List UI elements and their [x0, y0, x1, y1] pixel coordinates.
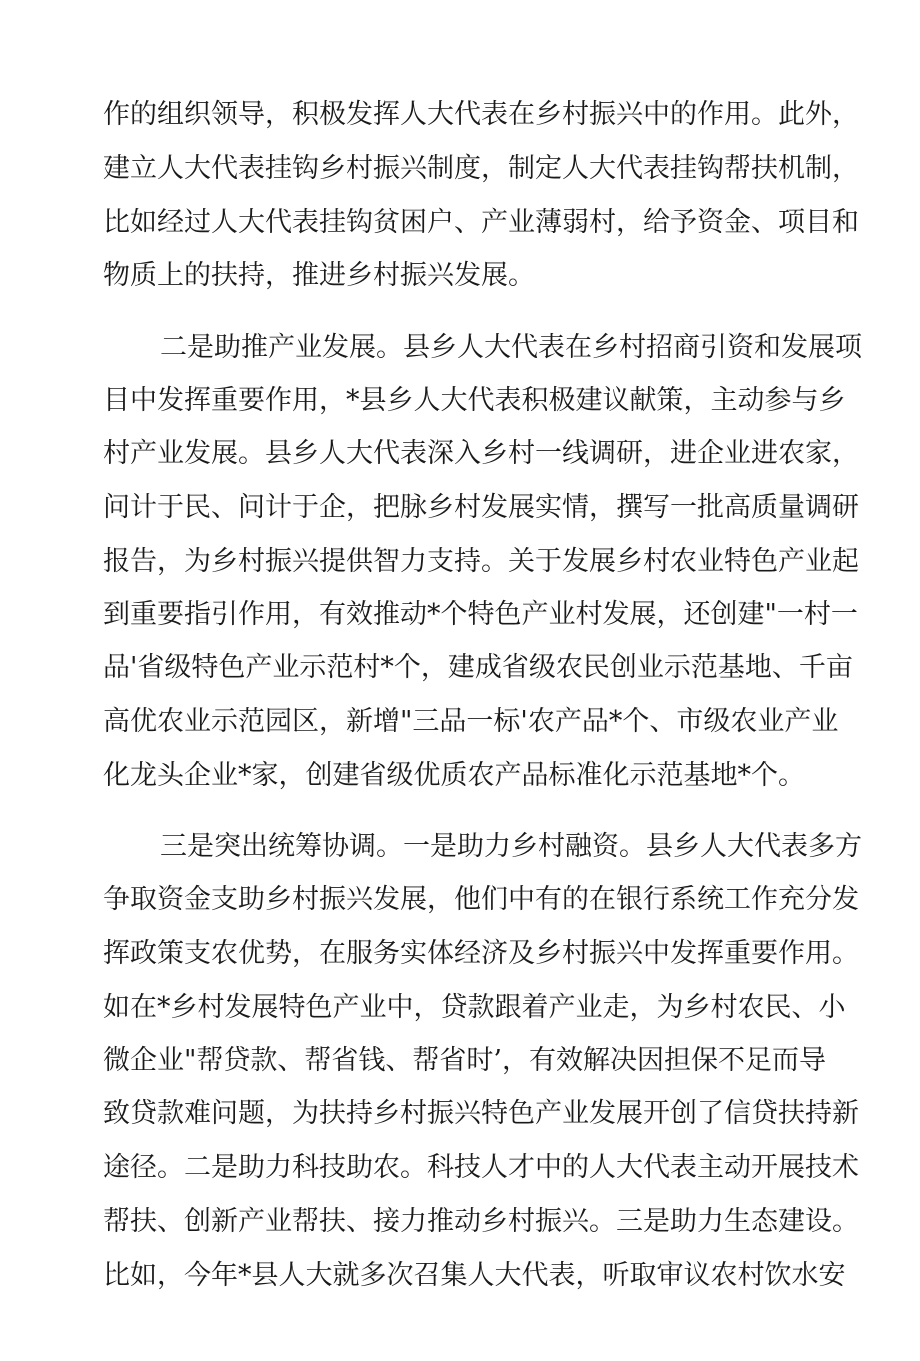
text-line: [0, 647, 920, 689]
text-line-content: 村产业发展。县乡人大代表深入乡村一线调研，进企业进农家，: [103, 438, 859, 469]
text-line-content: 帮扶、创新产业帮扶、接力推动乡村振兴。三是助力生态建设。: [103, 1206, 859, 1237]
text-line: [0, 1147, 920, 1189]
text-line-content: 途径。二是助力科技助农。科技人才中的人大代表主动开展技术: [103, 1152, 859, 1183]
text-line: [0, 755, 920, 797]
paragraph-start-line: [0, 327, 920, 369]
text-line-content: 致贷款难问题，为扶持乡村振兴特色产业发展开创了信贷扶持新: [103, 1098, 859, 1129]
text-line: [0, 1093, 920, 1135]
text-line: [0, 1040, 920, 1082]
text-line: [0, 202, 920, 244]
text-line-content: 问计于民、问计于企，把脉乡村发展实情，撰写一批高质量调研: [103, 492, 859, 523]
text-line-content: 品'省级特色产业示范村*个，建成省级农民创业示范基地、千亩: [103, 652, 853, 683]
text-line-content: 三是突出统筹协调。一是助力乡村融资。县乡人大代表多方: [160, 831, 862, 862]
text-line: [0, 1255, 920, 1297]
text-line: [0, 933, 920, 975]
text-line-content: 争取资金支助乡村振兴发展，他们中有的在银行系统工作充分发: [103, 884, 859, 915]
text-line-content: 物质上的扶持，推进乡村振兴发展。: [103, 260, 535, 291]
text-line: [0, 987, 920, 1029]
text-line-content: 建立人大代表挂钩乡村振兴制度，制定人大代表挂钩帮扶机制，: [103, 153, 859, 184]
paragraph-start-line: [0, 826, 920, 868]
text-line-content: 报告，为乡村振兴提供智力支持。关于发展乡村农业特色产业起: [103, 546, 859, 577]
text-line: [0, 541, 920, 583]
text-line: [0, 433, 920, 475]
text-line-content: 作的组织领导，积极发挥人大代表在乡村振兴中的作用。此外，: [103, 99, 859, 130]
text-line-content: 如在*乡村发展特色产业中，贷款跟着产业走，为乡村农民、小: [103, 992, 846, 1023]
text-line: [0, 380, 920, 422]
text-line-content: 高优农业示范园区，新增"三品一标'农产品*个、市级农业产业: [103, 706, 839, 737]
text-line: [0, 94, 920, 136]
text-line-content: 二是助推产业发展。县乡人大代表在乡村招商引资和发展项: [160, 332, 862, 363]
text-line: [0, 701, 920, 743]
text-line-content: 微企业"帮贷款、帮省钱、帮省时’，有效解决因担保不足而导: [103, 1045, 827, 1076]
text-line-content: 到重要指引作用，有效推动*个特色产业村发展，还创建"一村一: [103, 599, 858, 630]
text-line: [0, 1201, 920, 1243]
text-line: [0, 487, 920, 529]
text-line-content: 目中发挥重要作用，*县乡人大代表积极建议献策，主动参与乡: [103, 385, 846, 416]
text-line-content: 挥政策支农优势，在服务实体经济及乡村振兴中发挥重要作用。: [103, 938, 859, 969]
text-line: [0, 594, 920, 636]
text-line: [0, 148, 920, 190]
text-line-content: 比如经过人大代表挂钩贫困户、产业薄弱村，给予资金、项目和: [103, 207, 859, 238]
text-line-content: 化龙头企业*家，创建省级优质农产品标准化示范基地*个。: [103, 760, 805, 791]
text-line: [0, 255, 920, 297]
text-line: [0, 879, 920, 921]
text-line-content: 比如，今年*县人大就多次召集人大代表，听取审议农村饮水安: [103, 1260, 846, 1291]
